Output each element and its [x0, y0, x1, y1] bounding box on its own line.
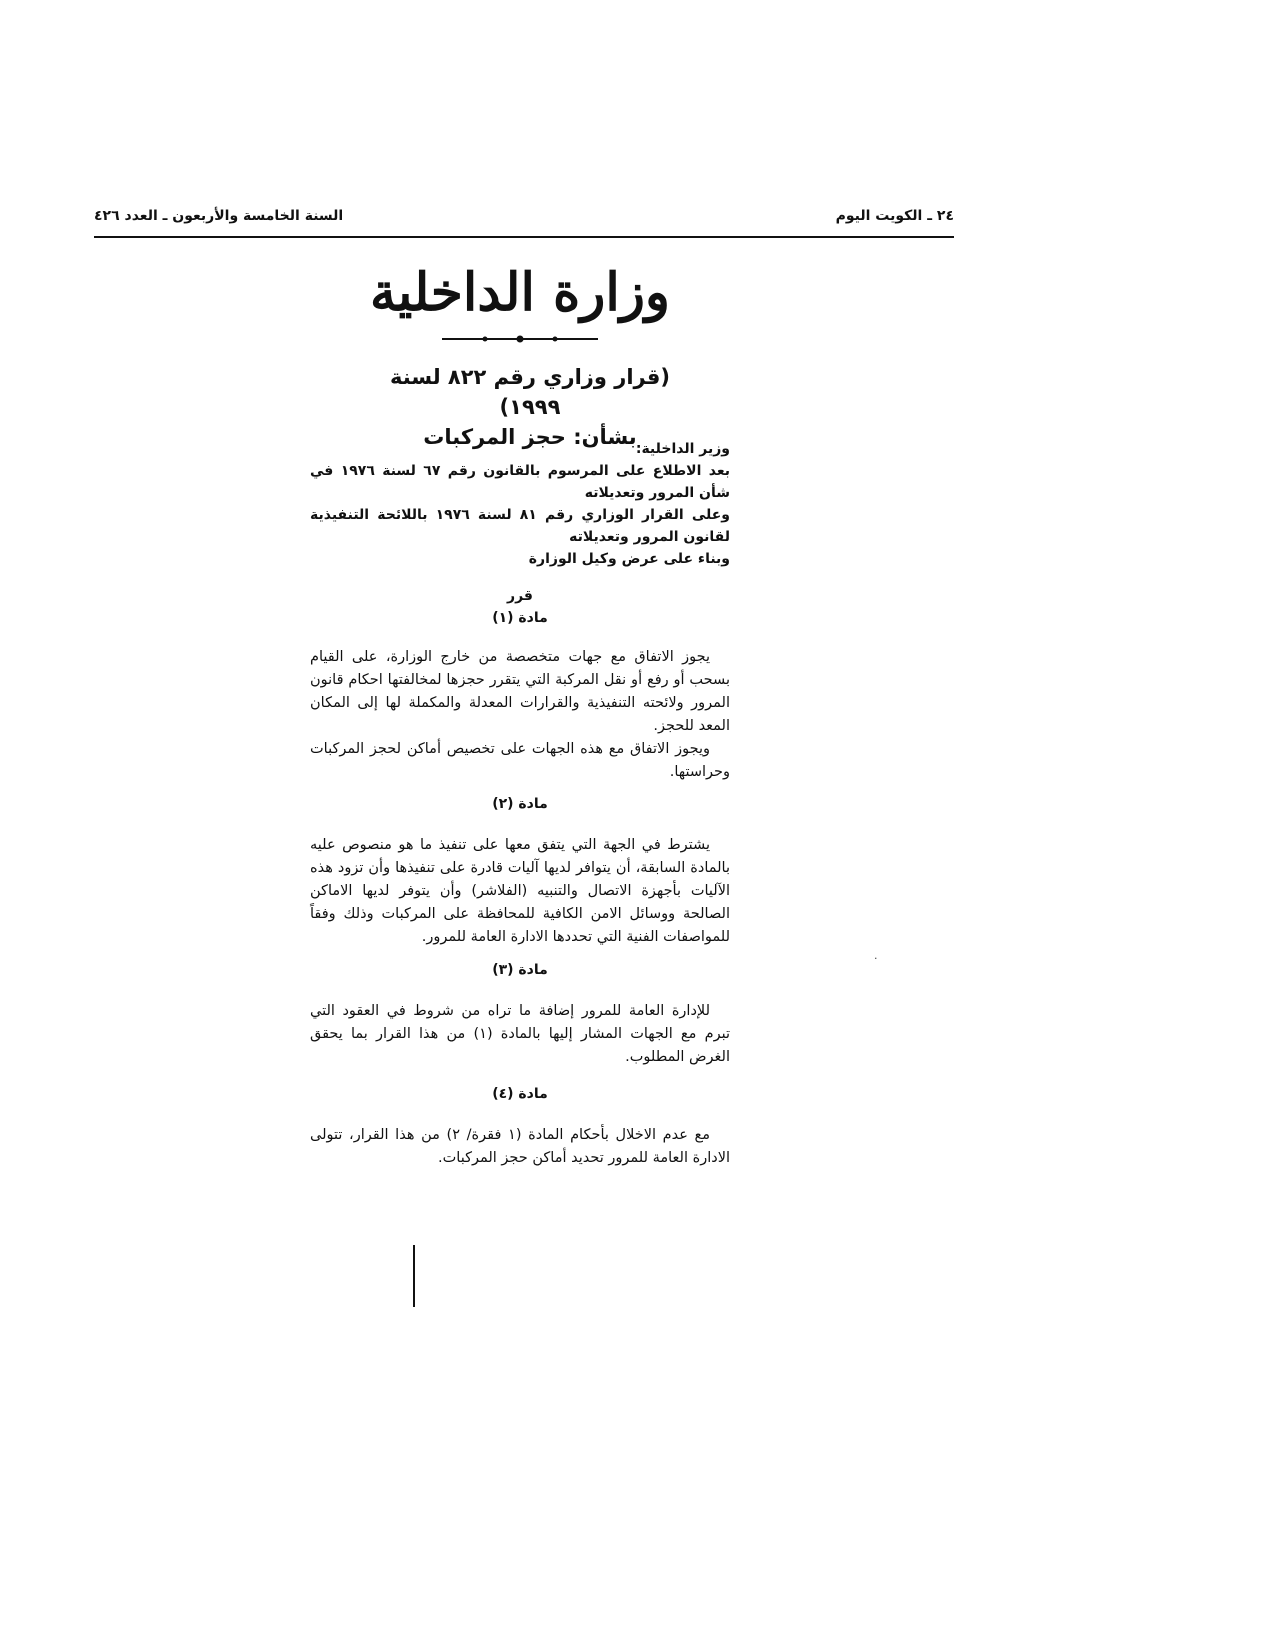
decision-number: (قرار وزاري رقم ٨٢٢ لسنة ١٩٩٩) — [390, 365, 670, 419]
ornament-divider — [440, 334, 600, 344]
scan-speck: · — [874, 952, 878, 965]
article-paragraph: مع عدم الاخلال بأحكام المادة (١ فقرة/ ٢) من هذا القرار، تتولى الادارة العامة للمرور تحديد أماكن حجز المركبات. — [310, 1127, 730, 1166]
article-body — [310, 834, 730, 949]
article-paragraph: يجوز الاتفاق مع جهات متخصصة من خارج الوزارة، على القيام بسحب أو رفع أو نقل المركبة التي يتقرر حجزها لمخالفتها احكام قانون المرور ولائحته التنفيذية والقرارات المعدلة والمكملة لها إلى المكان المعد للحجز. — [310, 649, 730, 734]
issue-info: السنة الخامسة والأربعون ـ العدد ٤٢٦ — [94, 208, 344, 224]
article-body — [310, 646, 730, 784]
preamble-addressee: وزير الداخلية: — [635, 441, 730, 457]
ministry-heading: وزارة الداخلية — [369, 262, 671, 323]
vertical-rule — [413, 1245, 415, 1307]
running-header — [94, 200, 954, 238]
decided-heading: قرر — [507, 588, 533, 604]
article-body — [310, 1124, 730, 1170]
article-paragraph: ويجوز الاتفاق مع هذه الجهات على تخصيص أماكن لحجز المركبات وحراستها. — [310, 741, 730, 780]
article-heading: مادة (٤) — [492, 1086, 548, 1102]
article-paragraph: يشترط في الجهة التي يتفق معها على تنفيذ ما هو منصوص عليه بالمادة السابقة، أن يتوافر لديها آليات قادرة على تنفيذها وأن تزود هذه الآليات بأجهزة الاتصال والتنبيه (الفلاشر) وأن يتوفر لديها الاماكن الصالحة ووسائل الامن الكافية للمحافظة على المركبات وذلك وفقاً للمواصفات الفنية التي تحددها الادارة العامة للمرور. — [310, 837, 730, 945]
preamble-line: بعد الاطلاع على المرسوم بالقانون رقم ٦٧ لسنة ١٩٧٦ في شأن المرور وتعديلاته — [310, 463, 730, 501]
article-heading: مادة (١) — [492, 610, 548, 626]
preamble — [310, 438, 730, 570]
decision-subject: بشأن: حجز المركبات — [423, 425, 637, 449]
article-heading: مادة (٢) — [492, 796, 548, 812]
article-body — [310, 1000, 730, 1069]
preamble-line: وبناء على عرض وكيل الوزارة — [528, 551, 730, 567]
page-number-publication: ٢٤ ـ الكويت اليوم — [835, 208, 954, 224]
article-heading: مادة (٣) — [492, 962, 548, 978]
article-paragraph: للإدارة العامة للمرور إضافة ما تراه من شروط في العقود التي تبرم مع الجهات المشار إليها بالمادة (١) من هذا القرار بما يحقق الغرض المطلوب. — [310, 1003, 730, 1065]
preamble-line: وعلى القرار الوزاري رقم ٨١ لسنة ١٩٧٦ باللائحة التنفيذية لقانون المرور وتعديلاته — [310, 507, 730, 545]
